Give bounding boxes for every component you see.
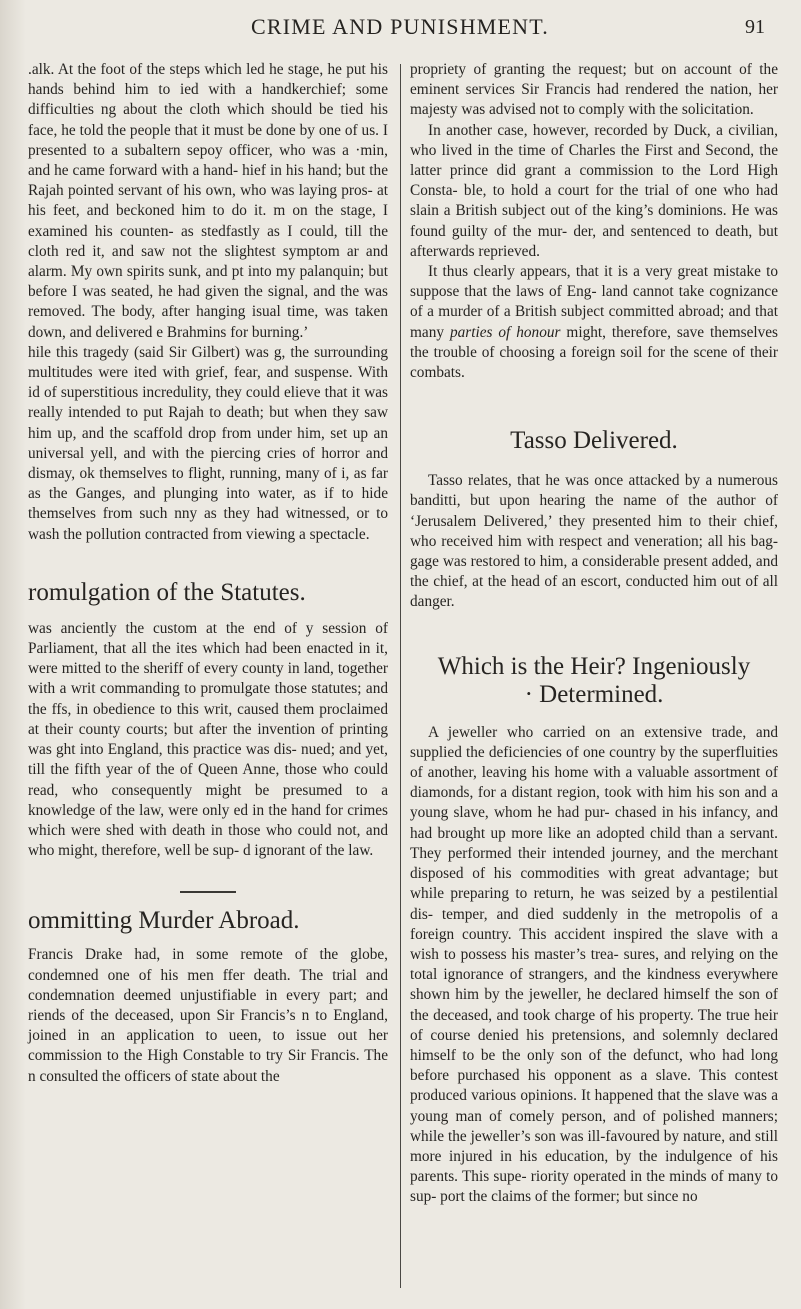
paragraph: hile this tragedy (said Sir Gilbert) was g, the surrounding multitudes were ited with grief, fear, and suspense. With id of superstitious incredulity, they could elieve that it was really intended to put Rajah to death; but when they saw him up, and the scaffold drop from under him, set up an universal yell, and with the piercing cries of horror and dismay, ok themselves to flight, running, many of i, as far as the Ganges, and plunging into water, as if to hide themselves from such nny as they had witnessed, or to wash the pollution contracted from viewing a spectacle. [28,343,388,543]
paragraph-text: It thus clearly appears, that it is a very great mistake to suppose that the laws of Eng- land cannot take cognizance of a murder of a British subject committed abroad; and that many [410,263,778,341]
paragraph-text: might, therefore, save themselves the trouble of choosing a foreign soil for the scene of their combats. [410,323,779,382]
section-heading: ommitting Murder Abroad. [28,907,300,935]
running-title: CRIME AND PUNISHMENT. [251,14,549,39]
right-column [410,60,778,1208]
left-column [28,60,388,1087]
paragraph: Tasso relates, that he was once attacked by a numerous banditti, but upon hearing the name of the author of ‘Jerusalem Delivered,’ they presented him to their chief, who received him with respect and veneration; all his bag- gage was restored to him, a considerable present added, and the chief, at the head of an escort, conducted him out of all danger. [410,472,778,611]
column-rule [400,64,401,1288]
page-gutter-shadow [0,0,26,1309]
running-head [0,14,801,44]
paragraph: .alk. At the foot of the steps which led he stage, he put his hands behind him to ied with a handkerchief; some difficulties ng about the cloth which should be tied his face, he told the people that it must be done by one of us. I presented to a subaltern sepoy officer, who was a ·min, and he came forward with a hand- hief in his hand; but the Rajah pointed servant of his own, who was laying pros- at his feet, and beckoned him to do it. m on the stage, I examined his counten- as stedfastly as I could, till the cloth red it, and saw not the slightest symptom ar and alarm. My own spirits sunk, and pt into my palanquin; but before I was seated, he had given the signal, and the was removed. The body, after hanging isual time, was taken down, and delivered e Brahmins for burning.’ [28,61,388,341]
paragraph: In another case, however, recorded by Duck, a civilian, who lived in the time of Charles the First and Second, the latter prince did grant a commission to the Lord High Consta- ble, to hold a court for the trial of one who had slain a British subject out of the king’s dominions. He was found guilty of the mur- der, and sentenced to death, but afterwards reprieved. [410,121,778,260]
paragraph: propriety of granting the request; but on account of the eminent services Sir Francis had rendered the nation, her majesty was advised not to comply with the solicitation. [410,61,778,119]
page-number: 91 [745,16,765,38]
paragraph [410,262,778,383]
heading-line: Which is the Heir? Ingeniously [437,652,751,680]
paragraph: was anciently the custom at the end of y session of Parliament, that all the ites which had been enacted in it, were mitted to the sheriff of every county in land, together with a writ commanding to promulgate those statutes; and the ffs, in obedience to this writ, caused them proclaimed at their county courts; but after the invention of printing was ght into England, this practice was dis- nued; and yet, till the fifth year of the of Queen Anne, those who could read, who consequently might be presumed to a knowledge of the law, were only ed in the hand for crimes which were shed with death in those who could not, and who might, therefore, well be sup- d ignorant of the law. [28,619,388,860]
section-divider [28,891,388,893]
section-heading: Tasso Delivered. [510,427,678,455]
paragraph: A jeweller who carried on an extensive trade, and supplied the deficiencies of one country by the superfluities of another, leaving his home with a valuable assortment of diamonds, for a distant region, took with him his son and a young slave, whom he had pur- chased in his infancy, and had brought up more like an adopted child than a servant. They performed their intended journey, and the merchant disposed of his commodities with great advantage; but while preparing to return, he was seized by a pestilential dis- temper, and died suddenly in the metropolis of a foreign country. This accident inspired the slave with a wish to possess his master’s trea- sures, and relying on the total ignorance of strangers, and the kindness everywhere shown him by the jeweller, he declared himself the son of the deceased, and took charge of his property. The true heir of course denied his pretensions, and solemnly declared himself to be the only son of the defunct, who had long before purchased his opponent as a slave. This contest produced various opinions. It happened that the slave was a young man of comely person, and of polished manners; while the jeweller’s son was ill-favoured by nature, and still more injured in his education, by the indulgence of his parents. This supe- riority operated in the minds of many to sup- port the claims of the former; but since no [410,723,778,1206]
section-heading [410,653,778,709]
italic-phrase: parties of honour [449,323,561,341]
paragraph: Francis Drake had, in some remote of the globe, condemned one of his men ffer death. The trial and condemnation deemed unjustifiable in every part; and riends of the deceased, upon Sir Francis’s n to England, joined in an application to ueen, to issue out her commission to the High Constable to try Sir Francis. The n consulted the officers of state about the [28,946,388,1085]
section-heading: romulgation of the Statutes. [28,578,306,606]
heading-line: · Determined. [524,680,664,708]
